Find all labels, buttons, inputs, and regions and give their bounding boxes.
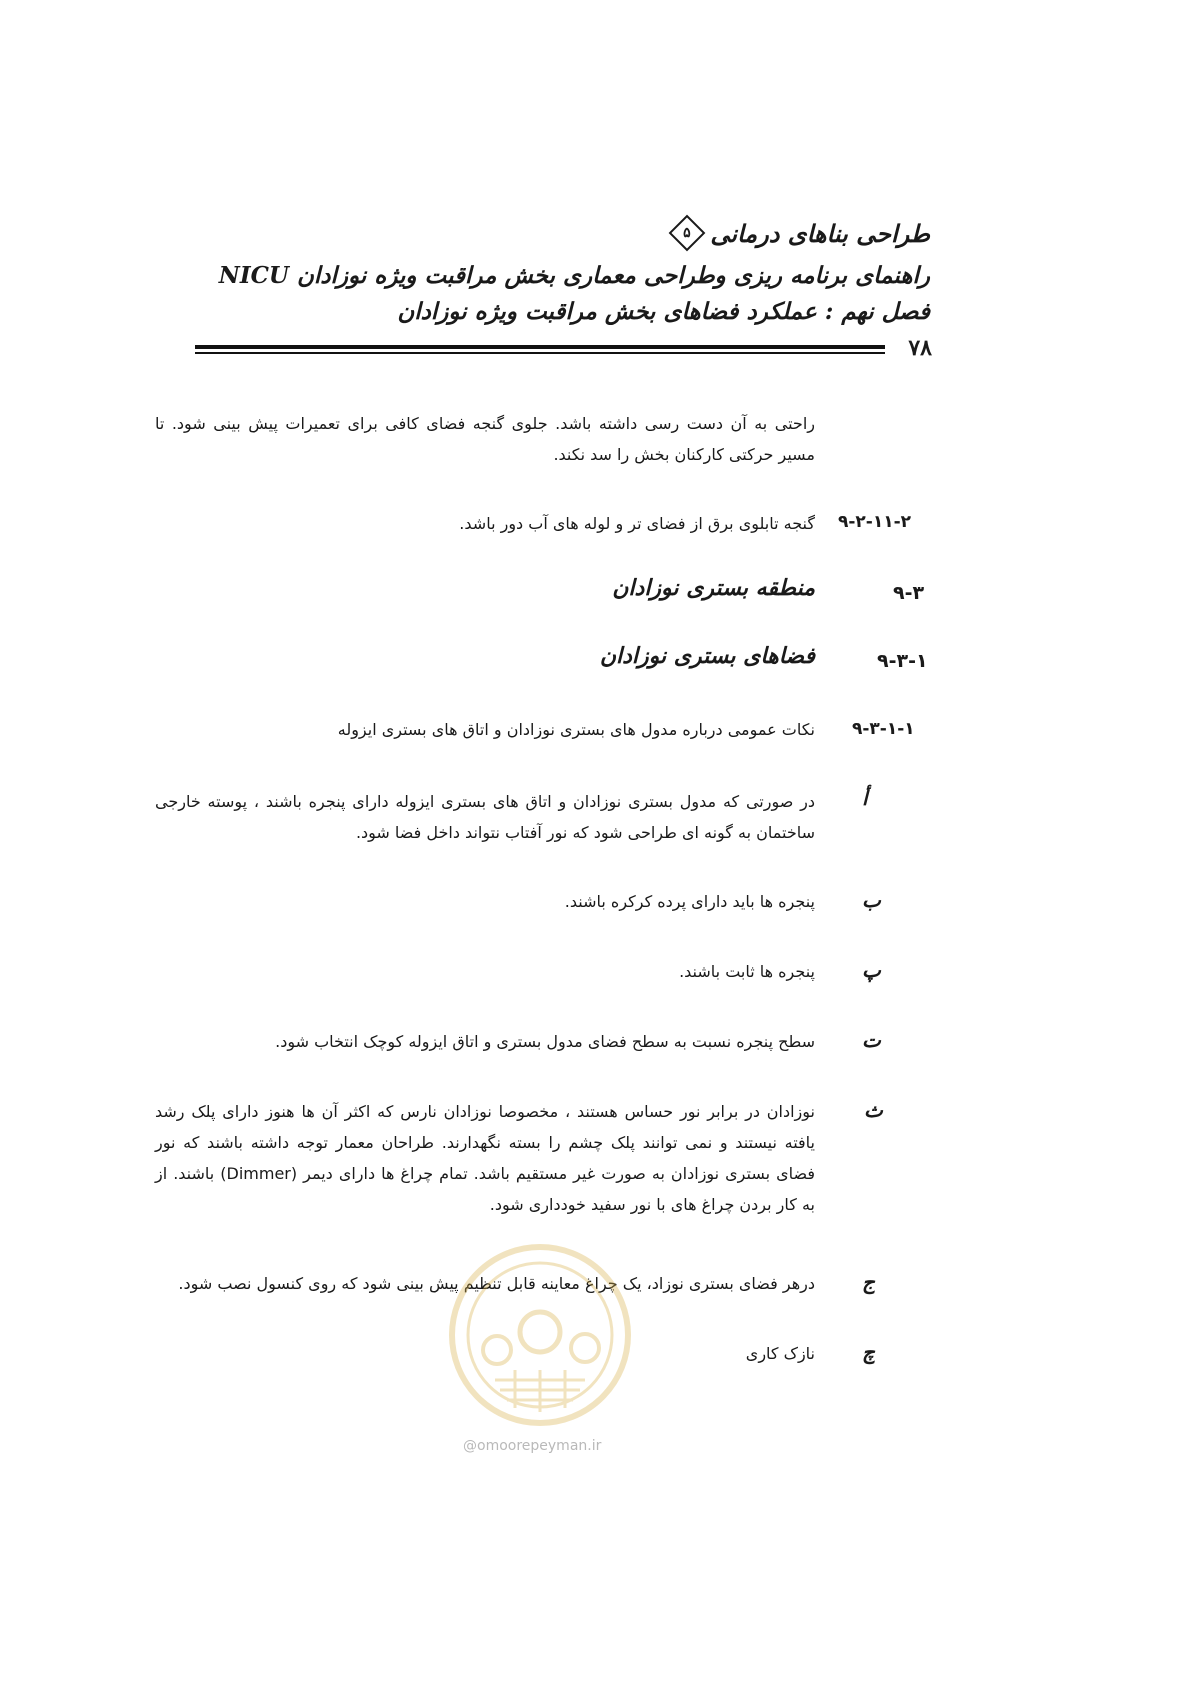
item-letter: ج [862, 1270, 875, 1294]
item-letter: ث [864, 1098, 883, 1122]
section-title-9-3-1: فضاهای بستری نوزادان [599, 643, 815, 669]
item-letter: ب [862, 888, 881, 912]
section-number-9-3: ۹-۳ [893, 582, 925, 604]
header-chapter-title: فصل نهم : عملکرد فضاهای بخش مراقبت ویژه نوزادان [397, 298, 930, 325]
watermark-seal-icon [445, 1240, 635, 1430]
item-letter: پ [862, 958, 881, 982]
item-text: نازک کاری [745, 1344, 815, 1363]
volume-badge-icon [672, 218, 702, 248]
item-text: درهر فضای بستری نوزاد، یک چراغ معاینه قابل تنظیم پیش بینی شود که روی کنسول نصب شود. [178, 1274, 815, 1293]
header-guide-title: راهنمای برنامه ریزی وطراحی معماری بخش مراقبت ویژه نوزادان NICU [218, 262, 930, 289]
watermark-text: @omoorepeyman.ir [463, 1438, 602, 1454]
volume-number: ۵ [683, 225, 692, 241]
page-number: ۷۸ [908, 335, 932, 361]
item-number-9-2-11-2: ۹-۲-۱۱-۲ [838, 512, 912, 532]
section-number-9-3-1: ۹-۳-۱ [877, 650, 928, 672]
item-text: سطح پنجره نسبت به سطح فضای مدول بستری و اتاق ایزوله کوچک انتخاب شود. [275, 1032, 815, 1051]
item-letter: چ [862, 1340, 875, 1364]
item-text: در صورتی که مدول بستری نوزادان و اتاق های بستری ایزوله دارای پنجره باشند ، پوسته خارجی ساختمان به گونه ای طراحی شود که نور آفتاب نتواند داخل فضا شود. [155, 792, 815, 842]
section-number-9-3-1-1: ۹-۳-۱-۱ [852, 719, 915, 739]
item-text-9-2-11-2: گنجه تابلوی برق از فضای تر و لوله های آب دور باشد. [459, 514, 815, 533]
item-text: نوزادان در برابر نور حساس هستند ، مخصوصا نوزادان نارس که اکثر آن ها هنوز دارای پلک رشد یافته نیستند و نمی توانند پلک چشم را بسته نگهدارند. طراحان معمار توجه داشته باشند که نور فضای بستری نوزادان به صورت غیر مستقیم باشد. تمام چراغ ها دارای دیمر (Dimmer) باشند. از به کار بردن چراغ های با نور سفید خودداری شود. [155, 1102, 816, 1214]
item-letter: ت [862, 1028, 881, 1052]
section-title-9-3: منطقه بستری نوزادان [612, 575, 815, 601]
section-text-9-3-1-1: نکات عمومی درباره مدول های بستری نوزادان و اتاق های بستری ایزوله [337, 720, 815, 739]
header-series-title [672, 218, 930, 248]
item-text: پنجره ها ثابت باشند. [679, 962, 815, 981]
item-letter: أ [862, 786, 868, 810]
item-text: پنجره ها باید دارای پرده کرکره باشند. [564, 892, 815, 911]
intro-paragraph: راحتی به آن دست رسی داشته باشد. جلوی گنجه فضای کافی برای تعمیرات پیش بینی شود. تا مسیر حرکتی کارکنان بخش را سد نکند. [155, 414, 815, 464]
header-title: طراحی بناهای درمانی [710, 218, 930, 248]
header-rule [195, 345, 885, 354]
